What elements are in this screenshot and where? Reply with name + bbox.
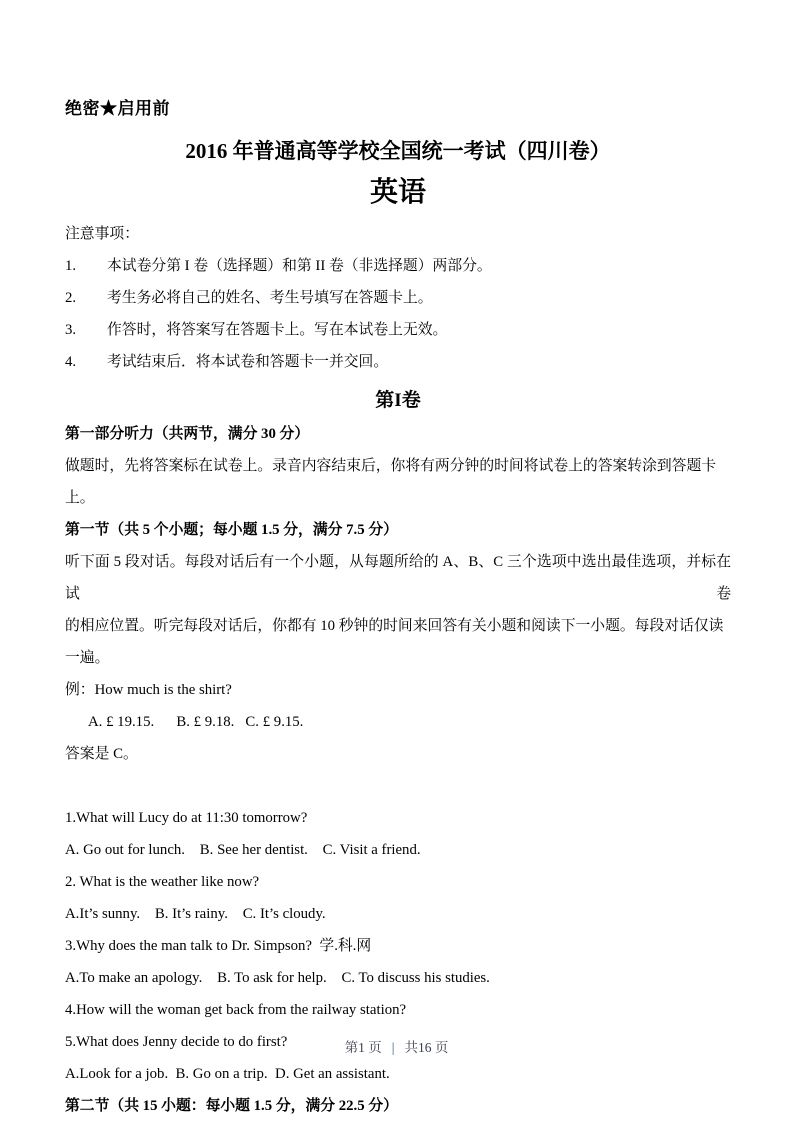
part1-note: 做题时，先将答案标在试卷上。录音内容结束后，你将有两分钟的时间将试卷上的答案转涂到答题卡上。: [65, 458, 717, 506]
notice-item: [65, 282, 731, 314]
subject-title: 英语: [369, 177, 426, 208]
notice-number: 1.: [65, 258, 77, 274]
question-options: A.It’s sunny. B. It’s rainy. C. It’s cloudy.: [65, 906, 326, 922]
notice-number: 3.: [65, 322, 77, 338]
question-text: 5.What does Jenny decide to do first?: [65, 1034, 288, 1050]
notice-heading: 注意事项：: [65, 226, 139, 242]
section2-heading: 第二节（共 15 小题：每小题 1.5 分，满分 22.5 分）: [65, 1098, 398, 1114]
volume-1-heading: 第I卷: [375, 390, 421, 411]
notice-item: [65, 346, 731, 378]
question-text: 1.What will Lucy do at 11:30 tomorrow?: [65, 810, 308, 826]
notice-text: 本试卷分第 I 卷（选择题）和第 II 卷（非选择题）两部分。: [107, 258, 492, 274]
spacer: [65, 770, 731, 802]
example-options: A. £ 19.15. B. £ 9.18. C. £ 9.15.: [88, 714, 304, 730]
notice-text: 考生务必将自己的姓名、考生号填写在答题卡上。: [107, 290, 433, 306]
notice-number: 4.: [65, 354, 77, 370]
question-options: A.To make an apology. B. To ask for help. C. To discuss his studies.: [65, 970, 490, 986]
example-answer: 答案是 C。: [65, 746, 138, 762]
footer-total-pages: 共16 页: [404, 1040, 449, 1055]
question-options: A. Go out for lunch. B. See her dentist. C. Visit a friend.: [65, 842, 421, 858]
part1-heading: 第一部分听力（共两节，满分 30 分）: [65, 426, 310, 442]
question-options: A.Look for a job. B. Go on a trip. D. Get an assistant.: [65, 1066, 390, 1082]
notice-item: [65, 314, 731, 346]
page-footer: [0, 1036, 793, 1056]
notice-item: [65, 250, 731, 282]
section1-instructions-line: 听下面 5 段对话。每段对话后有一个小题，从每题所给的 A、B、C 三个选项中选出最佳选项，并标在试卷: [65, 554, 731, 602]
footer-page-number: 第1 页: [344, 1040, 382, 1055]
section1-instructions-line: 的相应位置。听完每段对话后，你都有 10 秒钟的时间来回答有关小题和阅读下一小题。每段对话仅读一遍。: [65, 618, 724, 666]
notice-text: 作答时，将答案写在答题卡上。写在本试卷上无效。: [107, 322, 448, 338]
footer-separator: |: [391, 1040, 395, 1055]
question-text: 3.Why does the man talk to Dr. Simpson? 学.科.网: [65, 938, 372, 954]
question-text: 4.How will the woman get back from the railway station?: [65, 1002, 407, 1018]
classified-label: 绝密★启用前: [65, 99, 170, 118]
notice-text: 考试结束后．将本试卷和答题卡一并交回。: [107, 354, 389, 370]
section1-heading: 第一节（共 5 个小题；每小题 1.5 分，满分 7.5 分）: [65, 522, 398, 538]
question-text: 2. What is the weather like now?: [65, 874, 260, 890]
exam-title: 2016 年普通高等学校全国统一考试（四川卷）: [185, 139, 611, 163]
example-question: 例：How much is the shirt?: [65, 682, 232, 698]
notice-number: 2.: [65, 290, 77, 306]
